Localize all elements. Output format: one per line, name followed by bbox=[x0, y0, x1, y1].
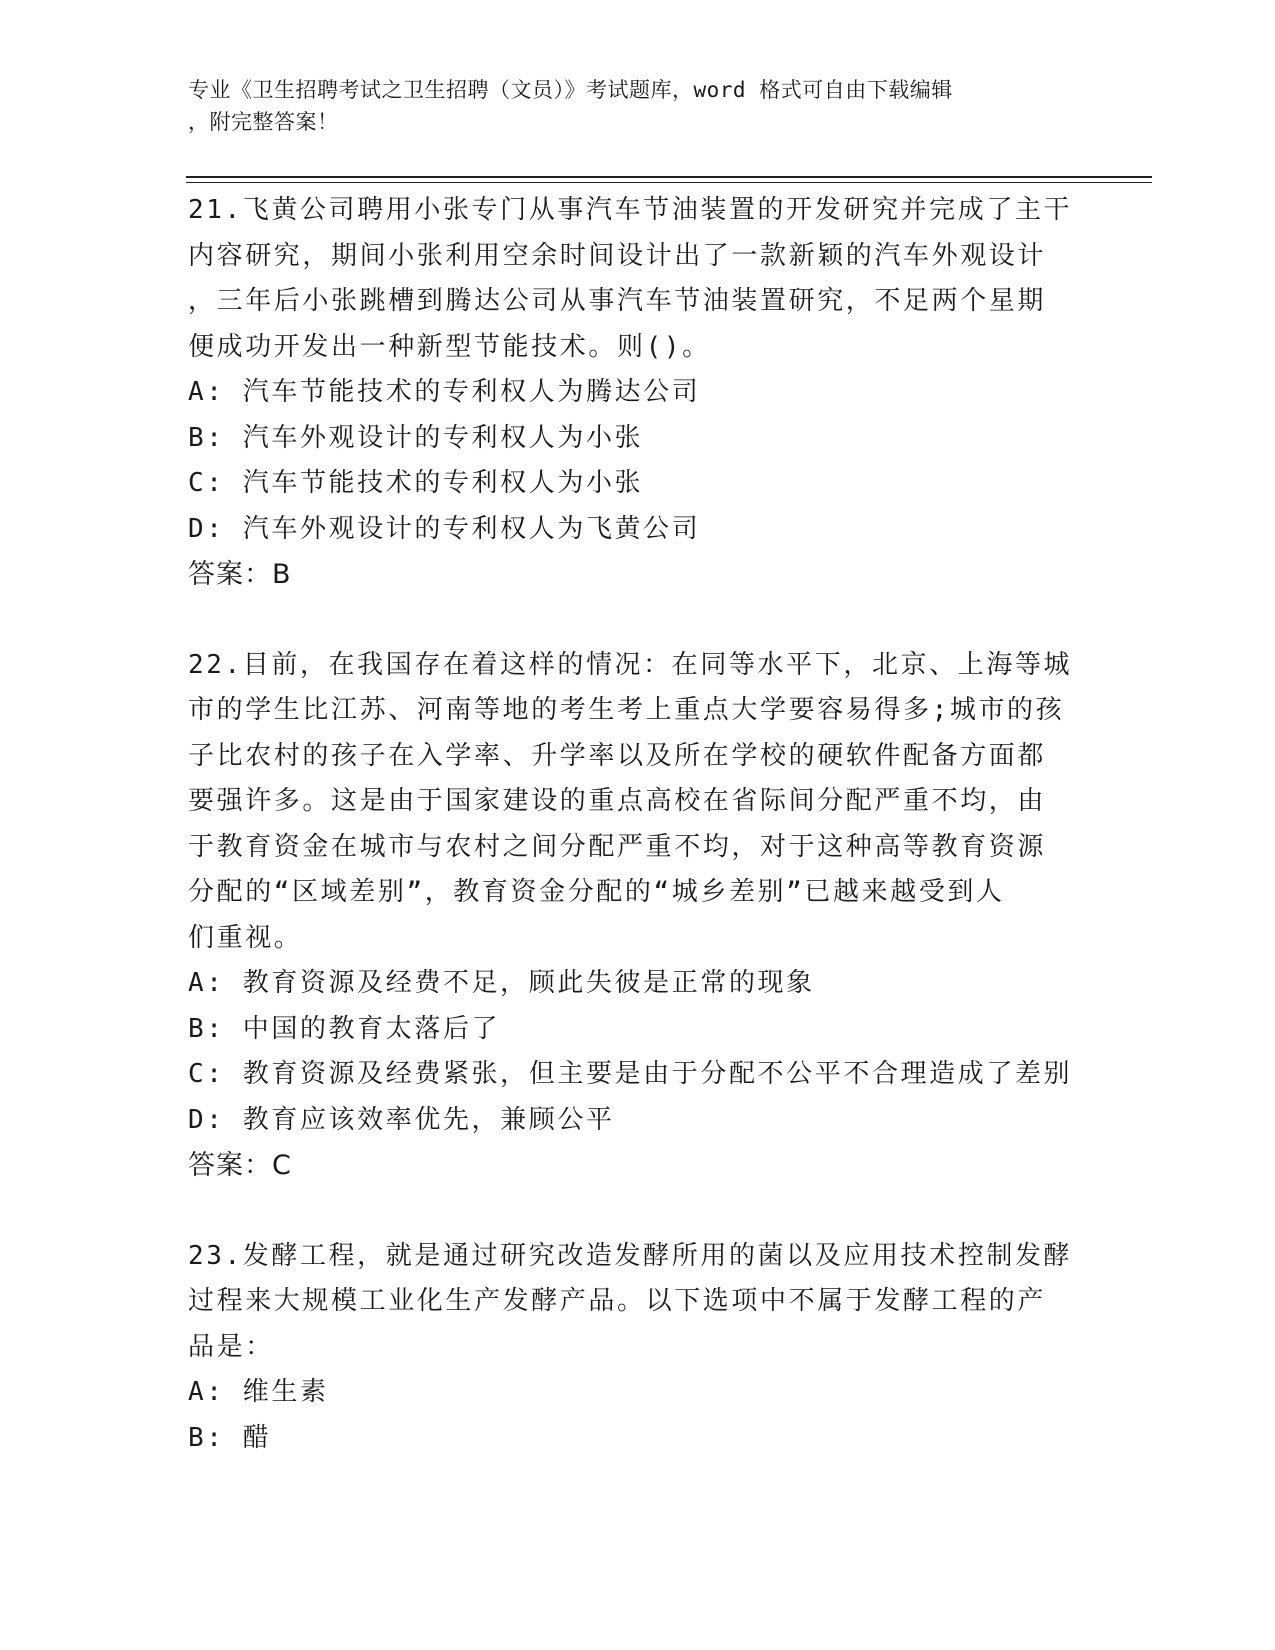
question-list bbox=[188, 188, 1088, 1461]
question-stem-line: 分配的“区域差别”，教育资金分配的“城乡差别”已越来越受到人 bbox=[188, 877, 1005, 907]
option-d: D: 汽车外观设计的专利权人为飞黄公司 bbox=[188, 513, 701, 544]
question-stem-line: 子比农村的孩子在入学率、升学率以及所在学校的硬软件配备方面都 bbox=[188, 740, 1047, 771]
question-stem-line: 于教育资金在城市与农村之间分配严重不均，对于这种高等教育资源 bbox=[188, 831, 1047, 862]
option-d: D: 教育应该效率优先，兼顾公平 bbox=[188, 1104, 615, 1135]
header-line-1: 专业《卫生招聘考试之卫生招聘（文员）》考试题库，word 格式可自由下载编辑 bbox=[188, 78, 953, 102]
question-22 bbox=[188, 643, 1088, 1189]
question-stem-line: ，三年后小张跳槽到腾达公司从事汽车节油装置研究，不足两个星期 bbox=[188, 286, 1047, 316]
question-21 bbox=[188, 188, 1088, 598]
question-stem-line: 市的学生比江苏、河南等地的考生考上重点大学要容易得多;城市的孩 bbox=[188, 695, 1065, 725]
option-b: B: 中国的教育太落后了 bbox=[188, 1013, 501, 1044]
header-divider-thin bbox=[186, 182, 1152, 183]
option-b: B: 醋 bbox=[188, 1422, 272, 1453]
option-a: A: 汽车节能技术的专利权人为腾达公司 bbox=[188, 377, 701, 407]
document-header bbox=[188, 74, 1068, 138]
option-a: A: 教育资源及经费不足，顾此失彼是正常的现象 bbox=[188, 968, 815, 998]
question-23 bbox=[188, 1234, 1088, 1462]
option-a: A: 维生素 bbox=[188, 1377, 329, 1407]
question-stem-line: 23.发酵工程，就是通过研究改造发酵所用的菌以及应用技术控制发酵 bbox=[188, 1240, 1073, 1271]
spacer bbox=[188, 1189, 1088, 1234]
spacer bbox=[188, 598, 1088, 643]
answer-label: 答案：B bbox=[188, 559, 292, 590]
header-line-2: ，附完整答案！ bbox=[188, 110, 339, 134]
question-stem-line: 们重视。 bbox=[188, 922, 303, 953]
question-stem-line: 内容研究，期间小张利用空余时间设计出了一款新颖的汽车外观设计 bbox=[188, 240, 1047, 271]
header-divider-thick bbox=[186, 176, 1152, 178]
option-c: C: 汽车节能技术的专利权人为小张 bbox=[188, 468, 644, 498]
question-stem-line: 品是： bbox=[188, 1331, 274, 1362]
question-stem-line: 21.飞黄公司聘用小张专门从事汽车节油装置的开发研究并完成了主干 bbox=[188, 195, 1073, 225]
option-b: B: 汽车外观设计的专利权人为小张 bbox=[188, 422, 644, 453]
question-stem-line: 便成功开发出一种新型节能技术。则()。 bbox=[188, 331, 711, 362]
question-stem-line: 22.目前，在我国存在着这样的情况：在同等水平下，北京、上海等城 bbox=[188, 649, 1073, 680]
answer-label: 答案：C bbox=[188, 1150, 292, 1181]
option-c: C: 教育资源及经费紧张，但主要是由于分配不公平不合理造成了差别 bbox=[188, 1059, 1073, 1089]
question-stem-line: 过程来大规模工业化生产发酵产品。以下选项中不属于发酵工程的产 bbox=[188, 1286, 1047, 1316]
question-stem-line: 要强许多。这是由于国家建设的重点高校在省际间分配严重不均，由 bbox=[188, 786, 1047, 816]
